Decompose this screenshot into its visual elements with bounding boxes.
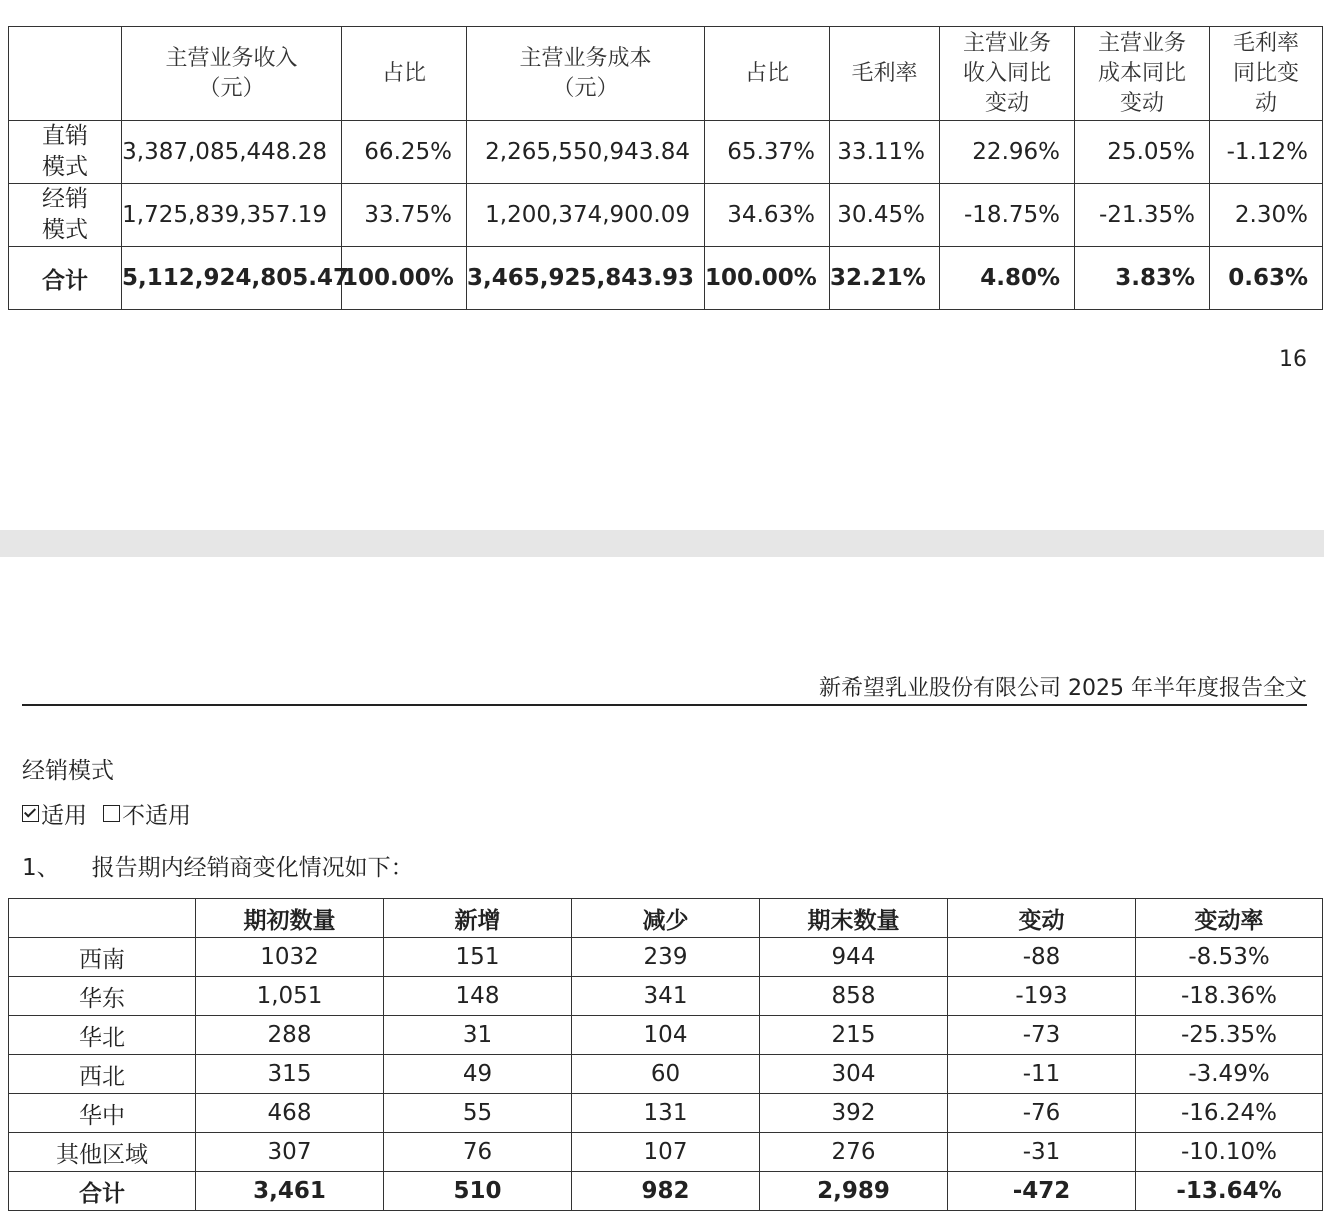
header-line: 主营业务收入 bbox=[165, 45, 298, 71]
table-row bbox=[9, 1055, 1323, 1094]
header-change: 变动 bbox=[948, 899, 1136, 938]
header-revenue bbox=[122, 27, 342, 121]
section-title: 经销模式 bbox=[22, 758, 114, 784]
table-row bbox=[9, 938, 1323, 977]
cell-gross-margin: 32.21% bbox=[830, 247, 940, 310]
cell-removed: 131 bbox=[572, 1094, 760, 1133]
cell-end: 944 bbox=[760, 938, 948, 977]
table-row bbox=[9, 184, 1323, 247]
cell-change: -31 bbox=[948, 1133, 1136, 1172]
cell-region: 合计 bbox=[9, 1172, 196, 1211]
unchecked-box-icon bbox=[103, 805, 120, 822]
cell-revenue: 3,387,085,448.28 bbox=[122, 121, 342, 184]
header-line: 主营业务 bbox=[962, 30, 1051, 56]
header-line: 占比 bbox=[381, 60, 426, 86]
cell-begin: 315 bbox=[196, 1055, 384, 1094]
header-removed: 减少 bbox=[572, 899, 760, 938]
label-line: 直销 bbox=[42, 123, 88, 149]
cell-region: 其他区域 bbox=[9, 1133, 196, 1172]
cell-begin: 1032 bbox=[196, 938, 384, 977]
table-row bbox=[9, 1133, 1323, 1172]
label-line: 模式 bbox=[42, 217, 88, 243]
cell-rate: -16.24% bbox=[1136, 1094, 1323, 1133]
cell-removed: 107 bbox=[572, 1133, 760, 1172]
cell-revenue-share: 66.25% bbox=[342, 121, 467, 184]
cell-added: 76 bbox=[384, 1133, 572, 1172]
cell-cost: 3,465,925,843.93 bbox=[467, 247, 705, 310]
cell-end: 215 bbox=[760, 1016, 948, 1055]
cell-cost-share: 34.63% bbox=[705, 184, 830, 247]
table-total-row bbox=[9, 247, 1323, 310]
cell-removed: 341 bbox=[572, 977, 760, 1016]
cell-cost: 1,200,374,900.09 bbox=[467, 184, 705, 247]
cell-rate: -13.64% bbox=[1136, 1172, 1323, 1211]
header-line: 成本同比 bbox=[1097, 60, 1186, 86]
cell-end: 392 bbox=[760, 1094, 948, 1133]
header-revenue-yoy bbox=[940, 27, 1075, 121]
table-total-row bbox=[9, 1172, 1323, 1211]
cell-added: 55 bbox=[384, 1094, 572, 1133]
cell-cost: 2,265,550,943.84 bbox=[467, 121, 705, 184]
page-separator bbox=[0, 530, 1324, 557]
cell-end: 276 bbox=[760, 1133, 948, 1172]
cell-end: 304 bbox=[760, 1055, 948, 1094]
cell-end: 858 bbox=[760, 977, 948, 1016]
header-begin: 期初数量 bbox=[196, 899, 384, 938]
cell-cost-yoy: 3.83% bbox=[1075, 247, 1210, 310]
cell-gross-margin: 30.45% bbox=[830, 184, 940, 247]
cell-revenue: 1,725,839,357.19 bbox=[122, 184, 342, 247]
page-16 bbox=[0, 0, 1324, 530]
cell-change: -193 bbox=[948, 977, 1136, 1016]
cell-cost-yoy: 25.05% bbox=[1075, 121, 1210, 184]
cell-removed: 239 bbox=[572, 938, 760, 977]
revenue-by-sales-model-table bbox=[8, 26, 1323, 310]
cell-change: -76 bbox=[948, 1094, 1136, 1133]
label-line: 经销 bbox=[42, 186, 88, 212]
header-line: 占比 bbox=[744, 60, 789, 86]
header-rate: 变动率 bbox=[1136, 899, 1323, 938]
header-line: 动 bbox=[1254, 90, 1277, 116]
header-line: 变动 bbox=[984, 90, 1029, 116]
header-line: （元） bbox=[198, 75, 265, 101]
cell-gm-yoy: 2.30% bbox=[1210, 184, 1323, 247]
cell-revenue-yoy: 4.80% bbox=[940, 247, 1075, 310]
header-line: 毛利率 bbox=[1232, 30, 1299, 56]
cell-rate: -8.53% bbox=[1136, 938, 1323, 977]
header-gross-margin bbox=[830, 27, 940, 121]
header-cell-empty bbox=[9, 899, 196, 938]
cell-change: -73 bbox=[948, 1016, 1136, 1055]
cell-begin: 3,461 bbox=[196, 1172, 384, 1211]
cell-region: 华北 bbox=[9, 1016, 196, 1055]
cell-added: 148 bbox=[384, 977, 572, 1016]
cell-region: 华东 bbox=[9, 977, 196, 1016]
cell-revenue-share: 33.75% bbox=[342, 184, 467, 247]
cell-begin: 468 bbox=[196, 1094, 384, 1133]
cell-cost-share: 100.00% bbox=[705, 247, 830, 310]
cell-change: -88 bbox=[948, 938, 1136, 977]
label-line: 模式 bbox=[42, 154, 88, 180]
header-gm-yoy bbox=[1210, 27, 1323, 121]
table-header-row bbox=[9, 27, 1323, 121]
cell-rate: -10.10% bbox=[1136, 1133, 1323, 1172]
cell-removed: 104 bbox=[572, 1016, 760, 1055]
report-header: 新希望乳业股份有限公司 2025 年半年度报告全文 bbox=[819, 676, 1307, 701]
cell-rate: -3.49% bbox=[1136, 1055, 1323, 1094]
header-cost-share bbox=[705, 27, 830, 121]
cell-end: 2,989 bbox=[760, 1172, 948, 1211]
cell-region: 西南 bbox=[9, 938, 196, 977]
cell-region: 华中 bbox=[9, 1094, 196, 1133]
cell-change: -11 bbox=[948, 1055, 1136, 1094]
cell-added: 31 bbox=[384, 1016, 572, 1055]
table-row bbox=[9, 1016, 1323, 1055]
table-row bbox=[9, 1094, 1323, 1133]
cell-revenue: 5,112,924,805.47 bbox=[122, 247, 342, 310]
table-row bbox=[9, 977, 1323, 1016]
page-17 bbox=[0, 557, 1324, 1228]
cell-revenue-share: 100.00% bbox=[342, 247, 467, 310]
row-label bbox=[9, 121, 122, 184]
cell-added: 151 bbox=[384, 938, 572, 977]
subsection-number: 1、 bbox=[22, 855, 60, 881]
header-line: 变动 bbox=[1119, 90, 1164, 116]
cell-begin: 1,051 bbox=[196, 977, 384, 1016]
header-line: 主营业务 bbox=[1097, 30, 1186, 56]
header-line: 收入同比 bbox=[962, 60, 1051, 86]
header-revenue-share bbox=[342, 27, 467, 121]
cell-gm-yoy: 0.63% bbox=[1210, 247, 1323, 310]
cell-added: 510 bbox=[384, 1172, 572, 1211]
table-header-row bbox=[9, 899, 1323, 938]
cell-change: -472 bbox=[948, 1172, 1136, 1211]
cell-begin: 288 bbox=[196, 1016, 384, 1055]
header-divider bbox=[22, 704, 1307, 706]
page-number: 16 bbox=[1279, 347, 1307, 372]
cell-rate: -18.36% bbox=[1136, 977, 1323, 1016]
cell-cost-yoy: -21.35% bbox=[1075, 184, 1210, 247]
cell-region: 西北 bbox=[9, 1055, 196, 1094]
header-cost bbox=[467, 27, 705, 121]
total-label: 合计 bbox=[9, 247, 122, 310]
header-line: （元） bbox=[552, 75, 619, 101]
cell-removed: 60 bbox=[572, 1055, 760, 1094]
header-end: 期末数量 bbox=[760, 899, 948, 938]
cell-removed: 982 bbox=[572, 1172, 760, 1211]
cell-rate: -25.35% bbox=[1136, 1016, 1323, 1055]
cell-gm-yoy: -1.12% bbox=[1210, 121, 1323, 184]
header-added: 新增 bbox=[384, 899, 572, 938]
applicability-options bbox=[22, 797, 191, 830]
header-line: 同比变 bbox=[1232, 60, 1299, 86]
row-label bbox=[9, 184, 122, 247]
header-line: 主营业务成本 bbox=[519, 45, 652, 71]
option-applicable-label: 适用 bbox=[41, 803, 87, 829]
header-cell-empty bbox=[9, 27, 122, 121]
option-not-applicable-label: 不适用 bbox=[122, 803, 191, 829]
cell-added: 49 bbox=[384, 1055, 572, 1094]
cell-revenue-yoy: 22.96% bbox=[940, 121, 1075, 184]
header-line: 毛利率 bbox=[851, 60, 918, 86]
subsection-text: 报告期内经销商变化情况如下： bbox=[91, 855, 414, 881]
subsection-title bbox=[22, 849, 414, 882]
distributor-change-table bbox=[8, 898, 1323, 1211]
cell-begin: 307 bbox=[196, 1133, 384, 1172]
cell-cost-share: 65.37% bbox=[705, 121, 830, 184]
cell-revenue-yoy: -18.75% bbox=[940, 184, 1075, 247]
header-cost-yoy bbox=[1075, 27, 1210, 121]
checked-box-icon bbox=[22, 805, 39, 822]
cell-gross-margin: 33.11% bbox=[830, 121, 940, 184]
table-row bbox=[9, 121, 1323, 184]
option-not-applicable bbox=[103, 797, 191, 830]
